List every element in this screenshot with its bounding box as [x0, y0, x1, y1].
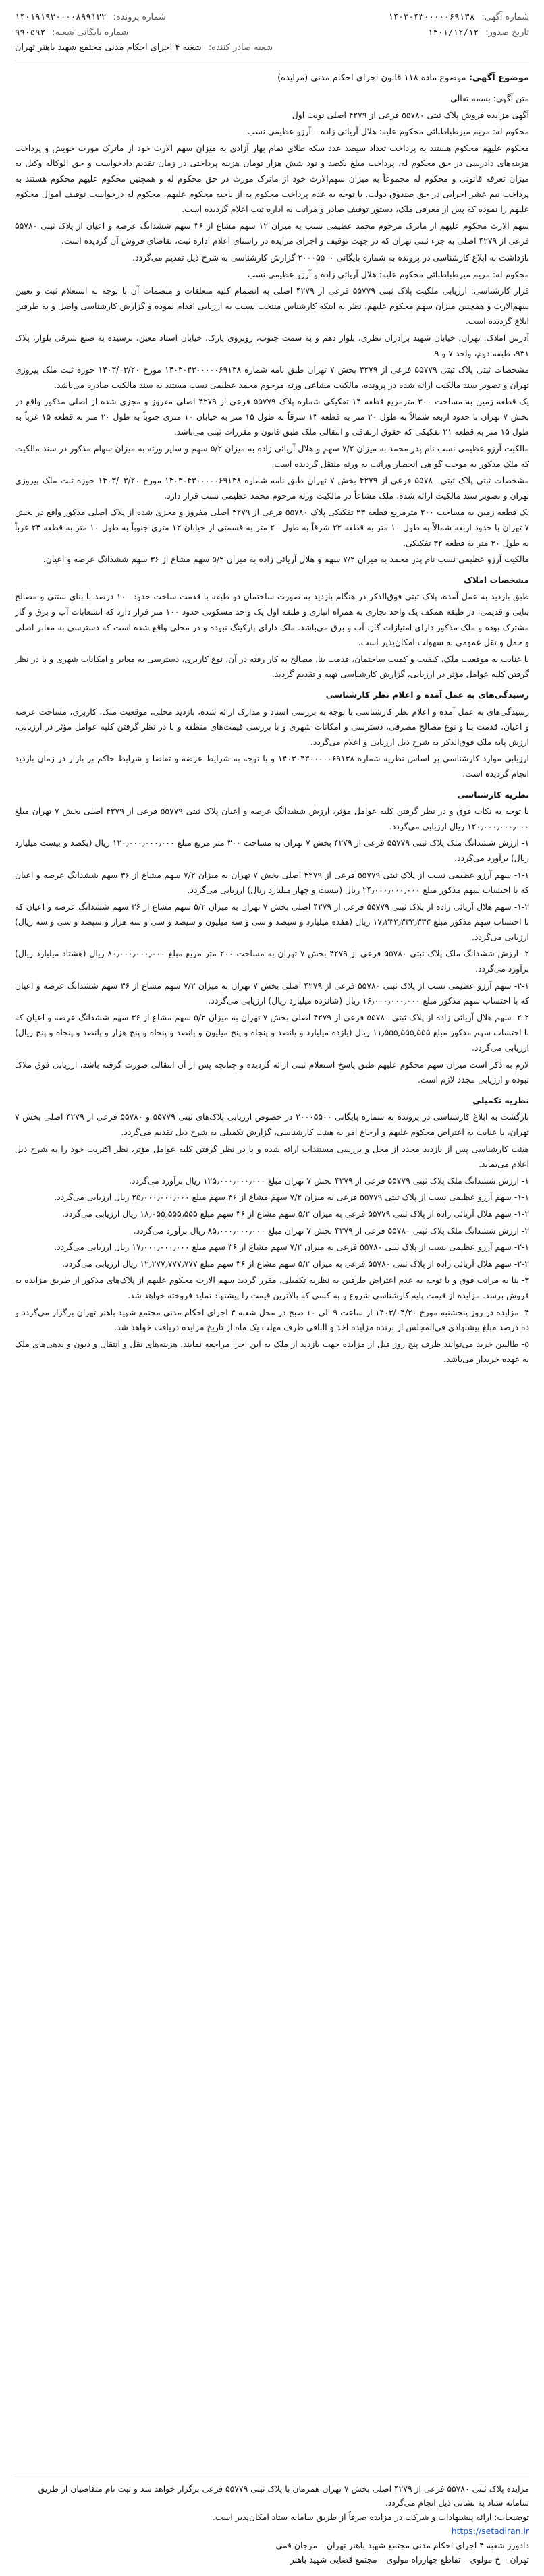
notice-number-value: ۱۴۰۳۰۴۳۰۰۰۰۰۶۹۱۳۸ — [388, 11, 475, 22]
notice-paragraph: ۲-۲- سهم هلال آریائی زاده از پلاک ثبتی ۵۵۷۸۰ فرعی به میزان ۵/۲ سهم مشاع از ۳۶ سهم مبلغ ۱۲٫۲۷۷٫۷۷۷٫۷۷۷ ریال ارزیابی می‌گردد. — [62, 1258, 529, 1269]
notice-paragraph: قرار کارشناسی: ارزیابی ملکیت پلاک ثبتی ۵۵۷۷۹ فرعی از ۴۲۷۹ اصلی به انضمام کلیه متعلقات و منضمات آن با توجه به استعلام ثبت و تعیین سهم‌الارث و همچنین میزان سهم محکوم علیهم، نظر به اینکه کارشناس منتخب نسبت به ارزیابی اقدام نموده و گزارش کارشناسی واصل و به طرفین ابلاغ گردیده است. — [15, 285, 529, 327]
notice-number-label: شماره آگهی: — [481, 12, 529, 22]
notice-paragraph: ۱- ارزش ششدانگ ملک پلاک ثبتی ۵۵۷۷۹ فرعی از ۴۲۷۹ بخش ۷ تهران مبلغ ۱۲۵٫۰۰۰٫۰۰۰٫۰۰۰ ریال برآورد می‌گردد. — [129, 1175, 529, 1186]
notice-paragraph: ۱-۲- سهم هلال آریائی زاده از پلاک ثبتی ۵۵۷۷۹ فرعی از ۴۲۷۹ اصلی بخش ۷ تهران به میزان ۵/۲ سهم مشاع از ۳۶ سهم ششدانگ عرصه و اعیان که با احتساب سهم مذکور مبلغ ۱۷٫۳۳۳٫۳۳۳٫۳۳۳ ریال (هفده میلیارد و سیصد و سی و سه میلیون و سیصد و سی و سه هزار و سیصد و سی و سه ریال) ارزیابی می‌گردد. — [15, 901, 529, 942]
branch-class-row — [15, 25, 273, 40]
branch-class-value: ۹۹۰۵۹۲ — [15, 27, 46, 37]
header-left-column — [15, 9, 273, 55]
footer-line: مزایده پلاک ثبتی ۵۵۷۸۰ فرعی از ۴۲۷۹ اصلی بخش ۷ تهران همزمان با پلاک ثبتی ۵۵۷۷۹ فرعی برگزار خواهد شد و ثبت نام متقاضیان از طریق سامانه ستاد به نشانی ذیل انجام می‌گردد. — [38, 2484, 529, 2508]
footer-line: دادورز شعبه ۴ اجرای احکام مدنی مجتمع شهید باهنر تهران – مرجان قمی — [275, 2540, 529, 2550]
section-title: نظریه تکمیلی — [472, 1095, 529, 1105]
notice-paragraph: ۲-۱- سهم آرزو عظیمی نسب از پلاک ثبتی ۵۵۷۸۰ فرعی از ۴۲۷۹ اصلی بخش ۷ تهران به میزان ۷/۲ سهم مشاع از ۳۶ سهم ششدانگ عرصه و اعیان که با احتساب سهم مذکور مبلغ ۱۶٫۰۰۰٫۰۰۰٫۰۰۰ ریال (شانزده میلیارد ریال) ارزیابی می‌گردد. — [15, 980, 529, 1006]
notice-paragraph: مشخصات ثبتی پلاک ثبتی ۵۵۷۸۰ فرعی از ۴۲۷۹ بخش ۷ تهران طبق نامه شماره ۱۴۰۳۰۴۳۰۰۰۰۰۶۹۱۳۸ مورخ ۱۴۰۳/۰۳/۲۰ حوزه ثبت ملک پیروزی تهران و تصویر سند مالکیت ارائه شده، ملک مشاعاً در مالکیت ورثه مرحوم محمد عظیمی نسب قرار دارد. — [15, 475, 529, 501]
notice-paragraph: بازداشت به ابلاغ کارشناسی در پرونده به شماره بایگانی ۲۰۰۰۵۵۰۰ گزارش کارشناسی به شرح ذیل تقدیم می‌گردد. — [132, 252, 529, 263]
footer-line: تهران – خ مولوی – تقاطع چهارراه مولوی – مجتمع قضایی شهید باهنر — [290, 2554, 529, 2565]
notice-paragraph: ۱-۱- سهم آرزو عظیمی نسب از پلاک ثبتی ۵۵۷۷۹ فرعی به میزان ۷/۲ سهم مشاع از ۳۶ سهم مبلغ ۲۵٫۰۰۰٫۰۰۰٫۰۰۰ ریال ارزیابی می‌گردد. — [54, 1192, 529, 1203]
issuing-branch-row — [15, 40, 273, 55]
notice-paragraph: مالکیت آرزو عظیمی نسب نام پدر محمد به میزان ۷/۲ سهم و هلال آریائی زاده به میزان ۵/۲ سهم مشاع از ۳۶ سهم ششدانگ عرصه و اعیان. — [43, 554, 529, 565]
notice-paragraph: آگهی مزایده فروش پلاک ثبتی ۵۵۷۸۰ فرعی از ۴۲۷۹ اصلی نوبت اول — [292, 109, 529, 120]
notice-paragraph: ۱-۲- سهم هلال آریائی زاده از پلاک ثبتی ۵۵۷۷۹ فرعی به میزان ۵/۲ سهم مشاع از ۳۶ سهم مبلغ ۱۸٫۰۵۵٫۵۵۵٫۵۵۵ ریال ارزیابی می‌گردد. — [62, 1208, 529, 1219]
notice-footer — [15, 2477, 529, 2567]
notice-paragraph: ۲-۲- سهم هلال آریائی زاده از پلاک ثبتی ۵۵۷۸۰ فرعی از ۴۲۷۹ اصلی بخش ۷ تهران به میزان ۵/۲ سهم مشاع از ۳۶ سهم ششدانگ عرصه و اعیان که با احتساب سهم مذکور مبلغ ۱۱٫۵۵۵٫۵۵۵٫۵۵۵ ریال (یازده میلیارد و پانصد و پنجاه و پنج میلیون و پانصد و پنجاه و پنج هزار و پانصد و پنجاه و پنج ریال) ارزیابی می‌گردد. — [15, 1012, 529, 1053]
notice-body — [15, 91, 529, 2473]
notice-paragraph: متن آگهی: بسمه تعالی — [450, 93, 529, 103]
section-title: مشخصات املاک — [464, 574, 529, 585]
notice-paragraph: ۲- ارزش ششدانگ ملک پلاک ثبتی ۵۵۷۸۰ فرعی از ۴۲۷۹ بخش ۷ تهران به مساحت ۲۰۰ متر مربع مبلغ ۸۰٫۰۰۰٫۰۰۰٫۰۰۰ ریال (هشتاد میلیارد ریال) برآورد می‌گردد. — [15, 948, 529, 975]
notice-paragraph: هیئت کارشناسی پس از بازدید مجدد از محل و بررسی مستندات ارائه شده و با در نظر گرفتن کلیه عوامل مؤثر، نظر اکثریت خود را به شرح ذیل اعلام می‌نماید. — [15, 1143, 529, 1170]
notice-paragraph: لازم به ذکر است میزان سهم محکوم علیهم طبق پاسخ استعلام ثبتی ارائه گردیده و چنانچه پس از آن انتقالی صورت گرفته باشد، ارزیابی فوق ملاک نبوده و ارزیابی مجدد لازم است. — [15, 1059, 529, 1085]
file-number-value: ۱۴۰۱۹۱۹۳۰۰۰۰۸۹۹۱۳۲ — [15, 11, 107, 22]
notice-paragraph: ۲- ارزش ششدانگ ملک پلاک ثبتی ۵۵۷۸۰ فرعی از ۴۲۷۹ بخش ۷ تهران مبلغ ۸۵٫۰۰۰٫۰۰۰٫۰۰۰ ریال برآورد می‌گردد. — [133, 1225, 529, 1236]
issue-date-value: ۱۴۰۱/۱۲/۱۲ — [427, 27, 479, 37]
notice-paragraph: محکوم له: مریم میرطباطبائی محکوم علیه: هلال آریائی زاده و آرزو عظیمی نسب — [247, 269, 529, 279]
file-number-label: شماره پرونده: — [113, 12, 166, 22]
notice-paragraph: ۵- طالبین خرید می‌توانند ظرف پنج روز قبل از مزایده جهت بازدید از ملک به این اجرا مراجعه نمایند. هزینه‌های نقل و انتقال و دیون و بدهی‌های ملک به عهده خریدار می‌باشد. — [15, 1338, 529, 1365]
notice-paragraph: مشخصات ثبتی پلاک ثبتی ۵۵۷۷۹ فرعی از ۴۲۷۹ بخش ۷ تهران طبق نامه شماره ۱۴۰۳۰۴۳۰۰۰۰۰۶۹۱۳۸ مورخ ۱۴۰۳/۰۳/۲۰ حوزه ثبت ملک پیروزی تهران و تصویر سند مالکیت ارائه شده در پرونده، مالکیت مشاعی ورثه مرحوم محمد عظیمی نسب مستند به سند مالکیت صادره می‌باشد. — [15, 364, 529, 390]
branch-class-label: شماره بایگانی شعبه: — [52, 28, 129, 38]
file-number-row — [15, 9, 273, 25]
notice-paragraph: رسیدگی‌های به عمل آمده و اعلام نظر کارشناسی با توجه به بررسی اسناد و مدارک ارائه شده، بازدید محلی، موقعیت ملک، کاربری، مساحت عرصه و اعیان، قدمت بنا و نوع مصالح مصرفی، دسترسی و امکانات شهری و با بررسی قیمت‌های منطقه و با در نظر گرفتن کلیه عوامل مؤثر در ارزیابی، ارزش پایه ملک فوق‌الذکر به شرح ذیل ارزیابی و اعلام می‌گردد. — [15, 706, 529, 747]
notice-header — [15, 9, 529, 61]
section-title: رسیدگی‌های به عمل آمده و اعلام نظر کارشناسی — [325, 689, 529, 700]
notice-paragraph: ۳- بنا به مراتب فوق و با توجه به عدم اعتراض طرفین به نظریه تکمیلی، مقرر گردید سهم الارث محکوم علیهم از پلاک‌های مذکور از طریق مزایده به فروش برسد. مزایده از قیمت پایه کارشناسی شروع و به کسی که بالاترین قیمت را پیشنهاد نماید فروخته خواهد شد. — [15, 1275, 529, 1300]
notice-paragraph: ۱- ارزش ششدانگ ملک پلاک ثبتی ۵۵۷۷۹ فرعی از ۴۲۷۹ بخش ۷ تهران به مساحت ۳۰۰ متر مربع مبلغ ۱۲۰٫۰۰۰٫۰۰۰٫۰۰۰ ریال (یکصد و بیست میلیارد ریال) برآورد می‌گردد. — [15, 838, 529, 863]
notice-paragraph: یک قطعه زمین به مساحت ۲۰۰ مترمربع قطعه ۲۳ تفکیکی پلاک ۵۵۷۸۰ فرعی از ۴۲۷۹ اصلی مفروز و مجزی شده از پلاک اصلی مذکور واقع در بخش ۷ تهران با حدود اربعه شمالاً به طول ۱۰ متر به قطعه ۲۲ شرقاً به طول ۲۰ متر به قسمتی از خیابان ۱۲ متری جنوباً به طول ۱۰ متر به قطعه ۲۴ غرباً به طول ۲۰ متر به قطعه ۳۲ تفکیکی. — [15, 507, 529, 548]
notice-paragraph: طبق بازدید به عمل آمده، پلاک ثبتی فوق‌الذکر در هنگام بازدید به صورت ساختمان دو طبقه با قدمت ساخت حدود ۱۰۰ درصد با بنای سنتی و مصالح بنایی و قدیمی، در طبقه همکف یک واحد تجاری به همراه انباری و طبقه اول یک واحد مسکونی حدود ۱۰۰ متر قرار دارد که انشعابات آب و برق و گاز مشترک بوده و ملک مذکور دارای امتیازات گاز، آب و برق می‌باشد. ملک دارای پارکینگ نبوده و در محلی واقع شده است که دسترسی به معابر اصلی و حمل و نقل عمومی به سهولت امکان‌پذیر است. — [15, 591, 529, 648]
notice-paragraph: محکوم له: مریم میرطباطبائی محکوم علیه: هلال آریائی زاده – آرزو عظیمی نسب — [247, 126, 529, 137]
notice-paragraph: ارزیابی موارد کارشناسی بر اساس نظریه شماره ۱۴۰۳۰۴۳۰۰۰۰۰۶۹۱۳۸ و با توجه به شرایط عرضه و تقاضا و شرایط حاکم بر بازار در زمان بازدید انجام گردیده است. — [15, 753, 529, 779]
setad-link[interactable]: https://setadiran.ir — [451, 2526, 529, 2536]
notice-paragraph: بازگشت به ابلاغ کارشناسی در پرونده به شماره بایگانی ۲۰۰۰۵۵۰۰ در خصوص ارزیابی پلاک‌های ثبتی ۵۵۷۷۹ و ۵۵۷۸۰ فرعی از ۴۲۷۹ اصلی بخش ۷ تهران، با عنایت به اعتراض محکوم علیهم و ارجاع امر به هیئت کارشناسی، گزارش تکمیلی به شرح ذیل تقدیم می‌گردد. — [15, 1112, 529, 1137]
footer-line: توضیحات: ارائه پیشنهادات و شرکت در مزایده صرفاً از طریق سامانه ستاد امکان‌پذیر است. — [212, 2512, 529, 2522]
notice-paragraph: ۲-۱- سهم آرزو عظیمی نسب از پلاک ثبتی ۵۵۷۸۰ فرعی به میزان ۷/۲ سهم مشاع از ۳۶ سهم مبلغ ۱۷٫۰۰۰٫۰۰۰٫۰۰۰ ریال ارزیابی می‌گردد. — [54, 1242, 529, 1253]
notice-paragraph: مالکیت آرزو عظیمی نسب نام پدر محمد به میزان ۷/۲ سهم و هلال آریائی زاده به میزان ۵/۲ سهم و سایر ورثه به میزان سهام مذکور در سند مالکیت که ملک مذکور به موجب گواهی انحصار وراثت به ورثه منتقل گردیده است. — [15, 443, 529, 469]
header-right-column — [388, 9, 529, 40]
notice-paragraph: با عنایت به موقعیت ملک، کیفیت و کمیت ساختمان، قدمت بنا، مصالح به کار رفته در آن، نوع کاربری، دسترسی به معابر و امکانات شهری و با در نظر گرفتن کلیه عوامل مؤثر در ارزیابی، گزارش کارشناسی تهیه و تقدیم گردید. — [15, 653, 529, 680]
issuing-branch-label: شعبه صادر کننده: — [208, 43, 273, 53]
issue-date-label: تاریخ صدور: — [485, 28, 529, 38]
notice-paragraph: محکوم علیهم محکوم هستند به پرداخت تعداد سیصد عدد سکه طلای تمام بهار آزادی به میزان سهم الارث خود از ماترک مورث خویش و پرداخت هزینه‌های دادرسی در حق محکوم له، پرداخت مبلغ یکصد و نود شش هزار تومان هزینه پرداختی در زمان تقدیم دادخواست و حق الوکاله وکیل به میزان تعرفه قانونی و محکوم له مجموعاً به میزان سهم‌الارث خود از ماترک مورث در حق محکوم له و همچنین محکوم علیهم محکوم هستند به پرداخت نیم عشر اجرایی در حق صندوق دولت. با توجه به عدم پرداخت محکوم به از ناحیه محکوم علیهم، محکوم له درخواست توقیف اموال محکوم علیهم را نموده که پس از معرفی ملک، دستور توقیف صادر و مراتب به اداره ثبت اعلام گردیده است. — [15, 142, 529, 215]
notice-number-row — [388, 9, 529, 25]
notice-paragraph: سهم الارث محکوم علیهم از ماترک مرحوم محمد عظیمی نسب به میزان ۱۲ سهم مشاع از ۳۶ سهم ششدانگ عرصه و اعیان از پلاک ثبتی ۵۵۷۸۰ فرعی از ۴۲۷۹ اصلی به جزء ثبتی تهران که در جهت توقیف و اجرای مزایده در راستای اعلام اداره ثبت، تقاضای فروش آن گردیده است. — [15, 220, 529, 246]
subject-label: موضوع آگهی: — [468, 73, 529, 83]
notice-paragraph: یک قطعه زمین به مساحت ۳۰۰ مترمربع قطعه ۱۴ تفکیکی شماره پلاک ۵۵۷۷۹ فرعی از ۴۲۷۹ اصلی مفروز و مجزی شده از اصلی مذکور واقع در بخش ۷ تهران با حدود اربعه شمالاً به طول ۲۰ متر به قطعه ۱۳ شرقاً به طول ۱۵ متر به خیابان ۱۰ متری جنوباً به طول ۲۰ متر به قطعه ۱۵ غرباً به طول ۱۵ متر به قطعه ۲۱ تفکیکی که حقوق ارتفاقی و انتقالی ملک طبق قانون و مقررات ثبتی می‌باشد. — [15, 396, 529, 437]
issuing-branch-value: شعبه ۴ اجرای احکام مدنی مجتمع شهید باهنر تهران — [15, 43, 202, 53]
notice-paragraph: آدرس املاک: تهران، خیابان شهید برادران نظری، بلوار دهم و به سمت جنوب، روبروی پارک، خیابان استاد معین، نرسیده به ضلع شرقی بلوار، پلاک ۹۳۱، طبقه دوم، واحد ۷ و ۹. — [15, 332, 529, 358]
section-title: نظریه کارشناسی — [457, 789, 529, 800]
notice-paragraph: با توجه به نکات فوق و در نظر گرفتن کلیه عوامل مؤثر، ارزش ششدانگ عرصه و اعیان پلاک ثبتی ۵۵۷۷۹ فرعی از ۴۲۷۹ اصلی بخش ۷ تهران مبلغ ۱۲۰٫۰۰۰٫۰۰۰٫۰۰۰ ریال ارزیابی می‌گردد. — [15, 806, 529, 831]
notice-paragraph: ۴- مزایده در روز پنجشنبه مورخ ۱۴۰۳/۰۴/۲۰ از ساعت ۹ الی ۱۰ صبح در محل شعبه ۴ اجرای احکام مدنی مجتمع شهید باهنر تهران برگزار می‌گردد و ده درصد مبلغ پیشنهادی فی‌المجلس از برنده مزایده اخذ و الباقی ظرف مهلت یک ماه از تاریخ مزایده دریافت خواهد شد. — [15, 1307, 529, 1333]
issue-date-row — [388, 25, 529, 40]
notice-paragraph: ۱-۱- سهم آرزو عظیمی نسب از پلاک ثبتی ۵۵۷۷۹ فرعی از ۴۲۷۹ اصلی بخش ۷ تهران به میزان ۷/۲ سهم مشاع از ۳۶ سهم ششدانگ عرصه و اعیان که با احتساب سهم مذکور مبلغ ۲۴٫۰۰۰٫۰۰۰٫۰۰۰ ریال (بیست و چهار میلیارد ریال) ارزیابی می‌گردد. — [15, 869, 529, 896]
subject-text: موضوع ماده ۱۱۸ قانون اجرای احکام مدنی (مزایده) — [277, 73, 466, 83]
notice-subject — [15, 71, 529, 86]
